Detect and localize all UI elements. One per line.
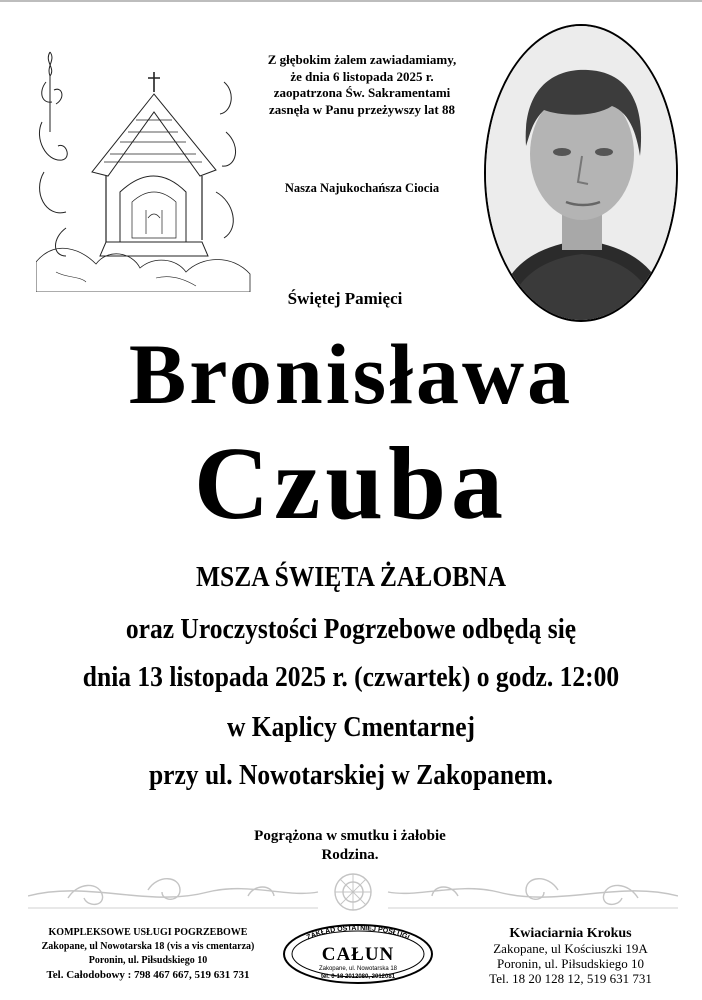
mass-line: oraz Uroczystości Pogrzebowe odbędą się xyxy=(125,613,577,645)
florist-name: Kwiaciarnia Krokus xyxy=(509,926,632,941)
portrait-photo xyxy=(484,24,678,322)
intro-line: że dnia 6 listopada 2025 r. xyxy=(290,68,434,84)
florist-address: Poronin, ul. Piłsudskiego 10 xyxy=(497,956,644,971)
mourners-family: Rodzina. xyxy=(321,847,379,863)
company-name: KOMPLEKSOWE USŁUGI POGRZEBOWE xyxy=(48,927,248,938)
funeral-company-info xyxy=(12,926,284,982)
chapel-illustration xyxy=(36,42,251,292)
floral-ornament-divider xyxy=(28,868,678,916)
announcement-intro xyxy=(232,52,492,118)
mass-title: MSZA ŚWIĘTA ŻAŁOBNA xyxy=(195,561,507,593)
calun-logo xyxy=(280,922,436,986)
intro-line: zasnęła w Panu przeżywszy lat 88 xyxy=(269,101,455,117)
top-border xyxy=(0,0,702,2)
deceased-first-name: Bronisława xyxy=(128,326,574,422)
logo-address: Zakopane, ul. Nowotarska 18 xyxy=(318,966,398,972)
intro-line: Z głębokim żalem zawiadamiamy, xyxy=(267,52,457,67)
mourners-line: Pogrążona w smutku i żałobie xyxy=(254,828,446,844)
logo-top-text: ZAKŁAD OSTATNIEJ POSŁUGI xyxy=(305,924,411,942)
company-address: Poronin, ul. Piłsudskiego 10 xyxy=(88,955,208,966)
mass-location-line: w Kaplicy Cmentarnej xyxy=(226,711,476,743)
mass-date-line: dnia 13 listopada 2025 r. (czwartek) o godz. 12:00 xyxy=(82,661,620,693)
florist-phone: Tel. 18 20 128 12, 519 631 731 xyxy=(489,971,652,986)
logo-name: CAŁUN xyxy=(321,944,395,965)
company-address: Zakopane, ul Nowotarska 18 (vis a vis cmentarza) xyxy=(41,941,255,952)
relation-text: Nasza Najukochańsza Ciocia xyxy=(284,181,440,195)
mass-address-line: przy ul. Nowotarskiej w Zakopanem. xyxy=(148,759,554,791)
florist-info xyxy=(448,926,693,986)
mourners-block xyxy=(180,827,520,865)
intro-line: zaopatrzona Św. Sakramentami xyxy=(273,85,451,100)
florist-address: Zakopane, ul Kościuszki 19A xyxy=(493,941,648,956)
logo-phones: tel. 0-18 2012080, 2012081 xyxy=(320,974,396,980)
memory-heading: Świętej Pamięci xyxy=(287,289,403,308)
company-phone: Tel. Całodobowy : 798 467 667, 519 631 731 xyxy=(46,969,250,981)
deceased-last-name: Czuba xyxy=(194,426,508,541)
